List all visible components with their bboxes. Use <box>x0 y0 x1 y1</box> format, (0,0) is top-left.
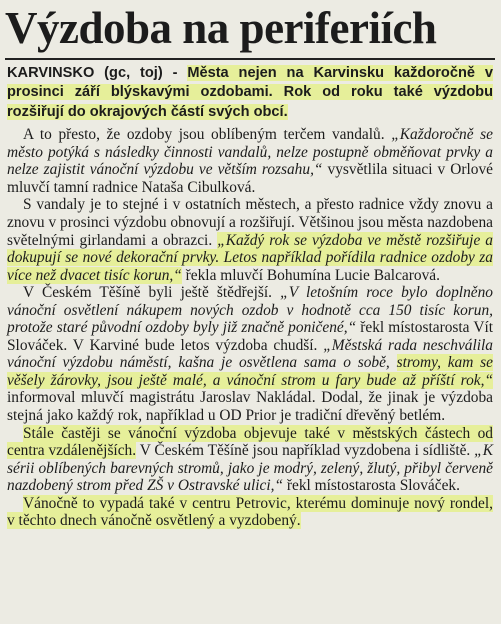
quote: „Každoročně se město potýká s následky činnosti vandalů, nelze postupně obměňovat prvky a nelze zajistit vánoční výzdobu ve větším rozsahu,“ <box>7 126 494 179</box>
article-body <box>5 126 495 530</box>
headline: Výzdoba na periferiích <box>5 3 437 53</box>
quote: „Městská rada neschválila vánoční výzdobu náměstí, kašna je osvětlena sama o sobě, <box>7 336 493 372</box>
sentence-highlight: Stále častěji se vánoční výzdoba objevuje také v městských částech od centra vzdálenějších. <box>7 424 493 460</box>
lead-paragraph <box>5 64 495 122</box>
paragraph-text: řekl místostarosta Slováček. <box>283 477 460 495</box>
paragraph-text: řekla mluvčí Bohumína Lucie Balcarová. <box>181 266 440 284</box>
lead-source: KARVINSKO (gc, toj) - <box>7 65 188 81</box>
lead-text: Města nejen na Karvinsku každoročně v prosinci září blýskavými ozdobami. Rok od roku také výzdobu rozšiřují do okrajových částí svých obcí. <box>7 65 493 120</box>
quote: „V letošním roce bylo doplněno vánoční osvětlení nákupem nových ozdob v hodnotě cca 150 tisíc korun, protože staré původní ozdoby byly již značně poničené,“ <box>7 284 493 337</box>
quote-highlight: „Každý rok se výzdoba ve městě rozšiřuje a dokupují se nové dekorační prvky. Letos například pořídila radnice ozdoby za více než dvacet tisíc korun,“ <box>7 231 493 284</box>
paragraph-5 <box>7 495 493 530</box>
paragraph-text: S vandaly je to stejné i v ostatních městech, a přesto radnice vždy znovu a znovu v prosinci výzdobu obnovují a rozšiřují. Většinou jsou města nazdobena světelnými girlandami a obrazci. <box>7 196 493 249</box>
paragraph-2 <box>7 196 493 284</box>
paragraph-text: řekl místostarosta Vít Slováček. V Karviné bude letos výzdoba chudší. <box>7 319 493 354</box>
paragraph-text: V Českém Těšíně byli ještě štědřejší. <box>23 284 281 302</box>
paragraph-3 <box>7 284 493 424</box>
paragraph-1 <box>7 126 493 196</box>
headline-rule <box>5 58 495 60</box>
paragraph-text: informoval mluvčí magistrátu Jaroslav Nakládal. Dodal, že jinak je výzdoba stejná jako každý rok, například u OD Prior je tradiční dřevěný betlém. <box>7 389 493 424</box>
quote: „K sérii oblíbených barevných stromů, jako je modrý, zelený, žlutý, přibyl červeně nazdobený strom před ZŠ v Ostravské ulici,“ <box>7 442 493 495</box>
paragraph-text: V Českém Těšíně jsou například vyzdobena i sídliště. <box>136 442 475 460</box>
paragraph-text: A to přesto, že ozdoby jsou oblíbeným terčem vandalů. <box>23 126 392 144</box>
paragraph-text: vysvětlila situaci v Orlové mluvčí tamní radnice Nataša Cibulková. <box>7 161 493 196</box>
sentence-highlight: Vánočně to vypadá také v centru Petrovic, kterému dominuje nový rondel, v těchto dnech vánočně osvětlený a vyzdobený. <box>7 494 493 530</box>
quote-highlight: stromy, kam se věšely žárovky, jsou ještě malé, a vánoční strom u fary bude až příští rok,“ <box>7 354 494 389</box>
paragraph-4 <box>7 425 493 495</box>
